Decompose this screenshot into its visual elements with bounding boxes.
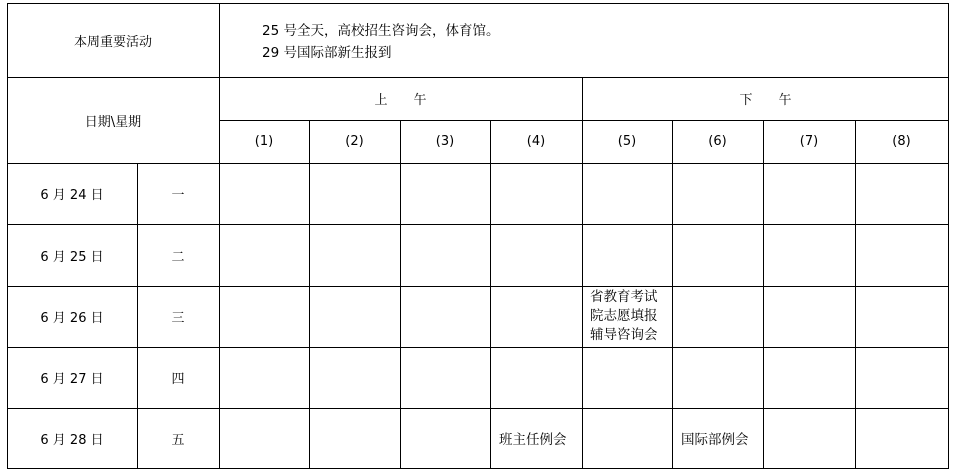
morning-header: 上 午 [374, 93, 427, 108]
grid-line [309, 120, 310, 469]
period-header: (3) [435, 134, 455, 149]
row-weekday: 二 [171, 249, 185, 265]
grid-line [219, 3, 220, 469]
afternoon-header: 下 午 [739, 93, 792, 108]
date-weekday-header: 日期\星期 [84, 114, 142, 130]
period-header: (1) [254, 134, 274, 149]
activity-note-2: 29 号国际部新生报到 [262, 45, 392, 61]
grid-line [763, 120, 764, 469]
weekly-schedule-table [7, 3, 949, 469]
grid-line [948, 3, 949, 469]
period-header: (4) [526, 134, 546, 149]
row-weekday: 三 [171, 311, 185, 326]
period-header: (7) [799, 134, 819, 149]
period-header: (8) [892, 134, 911, 149]
row-weekday: 一 [171, 188, 185, 203]
period-header: (6) [708, 134, 727, 149]
row-date: 6 月 26 日 [40, 311, 104, 326]
row-weekday: 五 [171, 432, 185, 448]
activity-note-1: 25 号全天，高校招生咨询会，体育馆。 [262, 23, 500, 39]
event-line: 院志愿填报 [590, 308, 658, 324]
row-weekday: 四 [171, 372, 185, 387]
event-cell-international-dept-meeting: 国际部例会 [681, 432, 749, 448]
weekly-activities-label: 本周重要活动 [73, 34, 152, 50]
event-cell-class-teacher-meeting: 班主任例会 [499, 432, 567, 448]
event-cell-exam-consultation [582, 286, 672, 347]
row-date: 6 月 27 日 [40, 372, 104, 387]
event-line: 省教育考试 [590, 289, 658, 305]
row-date: 6 月 24 日 [40, 188, 104, 203]
row-date: 6 月 25 日 [40, 249, 104, 265]
grid-line [400, 120, 401, 469]
grid-line [855, 120, 856, 469]
row-date: 6 月 28 日 [40, 432, 104, 448]
period-header: (2) [345, 134, 364, 149]
event-line: 辅导咨询会 [590, 327, 658, 343]
period-header: (5) [617, 134, 637, 149]
grid-line [7, 468, 949, 469]
